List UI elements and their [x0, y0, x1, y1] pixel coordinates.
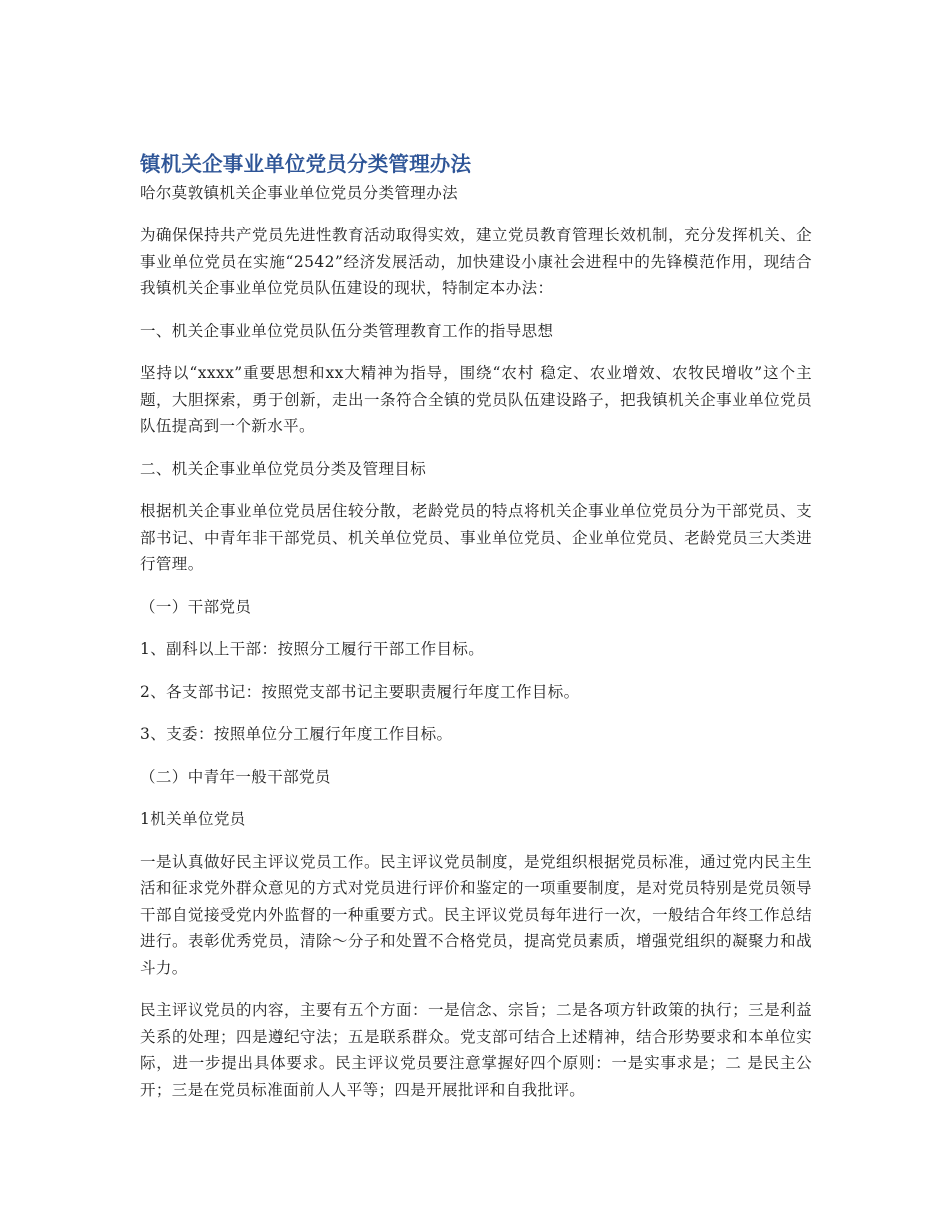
- section-heading-guiding-ideology: 一、机关企事业单位党员队伍分类管理教育工作的指导思想: [140, 321, 554, 340]
- guiding-ideology-paragraph: 坚持以“xxxx”重要思想和xx大精神为指导，围绕“农村 稳定、农业增效、农牧民增收”这个主题，大胆探索，勇于创新，走出一条符合全镇的党员队伍建设路子，把我镇机关企事业单位党员队伍提高到一个新水平。: [140, 364, 812, 435]
- document-subtitle: 哈尔莫敦镇机关企事业单位党员分类管理办法: [140, 184, 459, 202]
- intro-paragraph: 为确保保持共产党员先进性教育活动取得实效，建立党员教育管理长效机制，充分发挥机关、企事业单位党员在实施“2542”经济发展活动，加快建设小康社会进程中的先锋模范作用，现结合我镇机关企事业单位党员队伍建设的现状，特制定本办法：: [140, 226, 812, 297]
- subsection-heading-cadre-members: （一）干部党员: [140, 597, 252, 616]
- list-item: 3、支委：按照单位分工履行年度工作目标。: [140, 725, 453, 743]
- item-heading-agency-members: 1机关单位党员: [140, 810, 246, 828]
- section-heading-classification: 二、机关企事业单位党员分类及管理目标: [140, 459, 427, 478]
- list-item: 1、副科以上干部：按照分工履行干部工作目标。: [140, 640, 485, 658]
- classification-paragraph: 根据机关企事业单位党员居住较分散，老龄党员的特点将机关企事业单位党员分为干部党员、支部书记、中青年非干部党员、机关单位党员、事业单位党员、企业单位党员、老龄党员三大类进行管理。: [140, 502, 812, 573]
- document-page: [140, 148, 812, 1119]
- subsection-heading-young-cadre-members: （二）中青年一般干部党员: [140, 767, 331, 786]
- democratic-evaluation-paragraph: 一是认真做好民主评议党员工作。民主评议党员制度，是党组织根据党员标准，通过党内民主生活和征求党外群众意见的方式对党员进行评价和鉴定的一项重要制度，是对党员特别是党员领导干部自觉接受党内外监督的一种重要方式。民主评议党员每年进行一次，一般结合年终工作总结进行。表彰优秀党员，清除～分子和处置不合格党员，提高党员素质，增强党组织的凝聚力和战斗力。: [140, 852, 812, 977]
- evaluation-content-paragraph: 民主评议党员的内容，主要有五个方面：一是信念、宗旨；二是各项方针政策的执行；三是利益关系的处理；四是遵纪守法；五是联系群众。党支部可结合上述精神，结合形势要求和本单位实际，进一步提出具体要求。民主评议党员要注意掌握好四个原则：一是实事求是；二 是民主公开；三是在党员标准面前人人平等；四是开展批评和自我批评。: [140, 1001, 812, 1099]
- list-item: 2、各支部书记：按照党支部书记主要职责履行年度工作目标。: [140, 682, 580, 701]
- document-title: 镇机关企事业单位党员分类管理办法: [140, 152, 472, 176]
